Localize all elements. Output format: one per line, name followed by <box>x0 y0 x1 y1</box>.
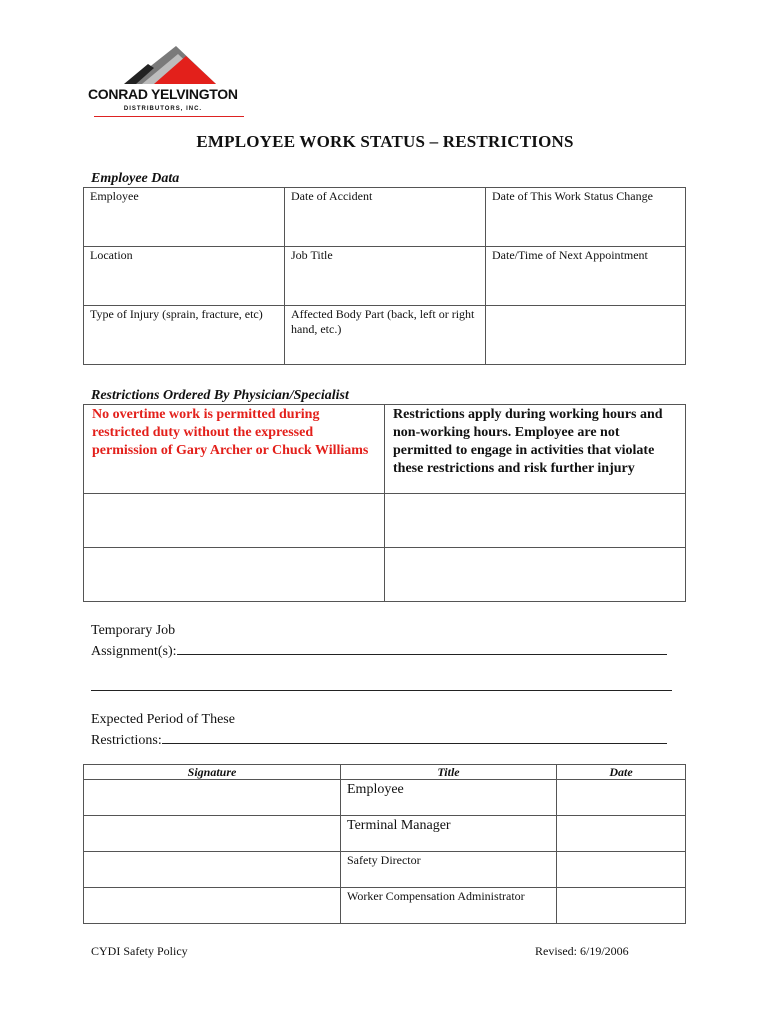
logo-mark <box>88 42 248 90</box>
title-column-header: Title <box>341 765 557 780</box>
signature-column-header: Signature <box>84 765 341 780</box>
job-title-field[interactable]: Job Title <box>285 247 486 306</box>
logo-rule <box>94 116 244 117</box>
temporary-job-label-line2: Assignment(s): <box>91 644 177 659</box>
table-row <box>84 188 686 247</box>
restriction-entry-field[interactable] <box>84 494 385 548</box>
next-appointment-field[interactable]: Date/Time of Next Appointment <box>486 247 686 306</box>
table-row <box>84 247 686 306</box>
signature-field[interactable] <box>84 780 341 816</box>
employee-field[interactable]: Employee <box>84 188 285 247</box>
table-row <box>84 888 686 924</box>
affected-body-part-field[interactable]: Affected Body Part (back, left or right hand, etc.) <box>285 306 486 365</box>
table-row <box>84 306 686 365</box>
signature-field[interactable] <box>84 888 341 924</box>
table-row <box>84 405 686 494</box>
footer-policy: CYDI Safety Policy <box>91 944 188 958</box>
temporary-job-label-line1: Temporary Job <box>91 623 176 638</box>
expected-period-input[interactable] <box>162 729 667 744</box>
restriction-entry-field[interactable] <box>84 548 385 602</box>
table-row <box>84 816 686 852</box>
restriction-scope-note: Restrictions apply during working hours and non-working hours. Employee are not permitted to engage in activities that violate these restrictions and risk further injury <box>385 405 686 494</box>
overtime-restriction-note: No overtime work is permitted during restricted duty without the expressed permission of Gary Archer or Chuck Williams <box>84 405 385 494</box>
expected-period-label-line2: Restrictions: <box>91 733 162 748</box>
date-of-accident-field[interactable]: Date of Accident <box>285 188 486 247</box>
table-row <box>84 494 686 548</box>
date-field[interactable] <box>557 888 686 924</box>
footer-revised-date: Revised: 6/19/2006 <box>535 944 629 958</box>
table-row <box>84 780 686 816</box>
logo-subtitle: DISTRIBUTORS, INC. <box>123 106 203 112</box>
signatory-title: Terminal Manager <box>341 816 557 852</box>
work-status-change-date-field[interactable]: Date of This Work Status Change <box>486 188 686 247</box>
restrictions-heading: Restrictions Ordered By Physician/Specialist <box>91 388 349 403</box>
expected-period-row <box>91 729 667 750</box>
temporary-job-row <box>91 640 667 661</box>
table-row <box>84 852 686 888</box>
date-field[interactable] <box>557 852 686 888</box>
temporary-job-input-continued[interactable] <box>91 676 672 691</box>
signature-header-row <box>84 765 686 780</box>
type-of-injury-field[interactable]: Type of Injury (sprain, fracture, etc) <box>84 306 285 365</box>
signatory-title: Worker Compensation Administrator <box>341 888 557 924</box>
company-logo <box>88 42 248 120</box>
blank-field[interactable] <box>486 306 686 365</box>
logo-name: CONRAD YELVINGTON <box>88 86 238 102</box>
signatory-title: Safety Director <box>341 852 557 888</box>
date-field[interactable] <box>557 780 686 816</box>
signature-field[interactable] <box>84 816 341 852</box>
restrictions-table <box>83 404 686 602</box>
signature-field[interactable] <box>84 852 341 888</box>
employee-data-heading: Employee Data <box>91 171 180 186</box>
employee-data-table <box>83 187 686 365</box>
signature-table <box>83 764 686 924</box>
expected-period-label-line1: Expected Period of These <box>91 712 235 727</box>
document-title: EMPLOYEE WORK STATUS – RESTRICTIONS <box>196 132 574 151</box>
temporary-job-input[interactable] <box>177 640 667 655</box>
location-field[interactable]: Location <box>84 247 285 306</box>
table-row <box>84 548 686 602</box>
restriction-entry-field[interactable] <box>385 548 686 602</box>
signatory-title: Employee <box>341 780 557 816</box>
date-column-header: Date <box>557 765 686 780</box>
date-field[interactable] <box>557 816 686 852</box>
restriction-entry-field[interactable] <box>385 494 686 548</box>
